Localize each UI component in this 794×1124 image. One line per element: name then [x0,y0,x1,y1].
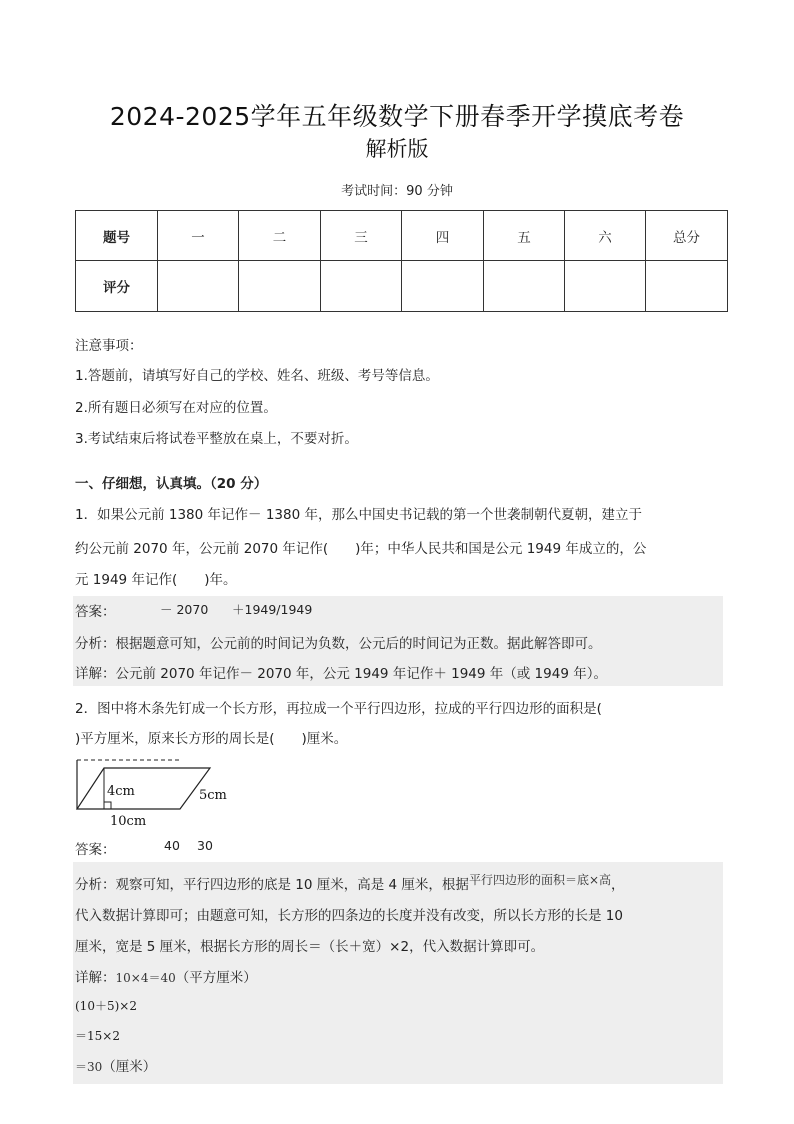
q1-answer-1: － 2070 [160,602,209,617]
q2-solution-unit: （厘米） [102,1059,157,1075]
q2-analysis-formula: 平行四边形的面积＝底×高 [468,873,611,887]
parallelogram-shape [77,768,210,809]
score-table-score-row [76,261,728,312]
score-input-cell[interactable] [565,261,646,312]
score-table-cell: 六 [565,211,646,261]
side-label: 5cm [199,788,227,803]
page-subtitle: 解析版 [365,137,429,161]
q2-analysis-text: 分析：观察可知，平行四边形的底是 10 厘米，高是 4 厘米，根据 [75,877,469,893]
notes-item: 1.答题前，请填写好自己的学校、姓名、班级、考号等信息。 [75,368,439,384]
exam-time: 考试时间：90 分钟 [341,184,453,199]
q2-solution-math: 10×4＝40 [115,971,176,985]
score-table-cell: 四 [402,211,484,261]
score-table-cell: 五 [484,211,565,261]
right-angle-mark [104,802,111,809]
question-1-line: 约公元前 2070 年，公元前 2070 年记作( )年；中华人民共和国是公元 1949 年成立的，公 [75,541,647,557]
q2-answer-label: 答案： [75,842,116,858]
q2-solution-line [75,1055,156,1075]
score-table-cell: 二 [239,211,321,261]
score-input-cell[interactable] [321,261,402,312]
base-label: 10cm [110,814,147,829]
question-1-line: 元 1949 年记作( )年。 [75,572,237,588]
section-heading: 一、仔细想，认真填。（20 分） [75,476,268,492]
notes-item: 2.所有题日必须写在对应的位置。 [75,400,277,416]
q2-analysis-line: 代入数据计算即可；由题意可知，长方形的四条边的长度并没有改变，所以长方形的长是 10 [75,908,623,924]
score-table [75,210,728,312]
score-table-cell: 一 [158,211,239,261]
score-input-cell[interactable] [484,261,565,312]
score-table-header-row [76,211,728,261]
q2-solution-unit: （平方厘米） [175,970,257,986]
score-input-cell[interactable] [402,261,484,312]
score-input-cell[interactable] [239,261,321,312]
score-table-cell: 三 [321,211,402,261]
score-table-cell: 评分 [76,261,158,312]
q2-analysis-comma: ， [611,877,625,893]
notes-item: 3.考试结束后将试卷平整放在桌上，不要对折。 [75,431,358,447]
parallelogram-figure [72,754,242,830]
q2-analysis-line: 厘米，宽是 5 厘米，根据长方形的周长＝（长＋宽）×2，代入数据计算即可。 [75,939,545,955]
score-table-cell: 总分 [646,211,728,261]
score-input-cell[interactable] [158,261,239,312]
question-1-line: 1．如果公元前 1380 年记作－ 1380 年，那么中国史书记载的第一个世袭制朝代夏朝，建立于 [75,507,642,523]
q1-answer-2: ＋1949/1949 [232,602,313,617]
q1-solution: 详解：公元前 2070 年记作－ 2070 年，公元 1949 年记作＋ 1949 年（或 1949 年）。 [75,666,607,682]
q2-analysis-line [75,873,625,893]
q2-solution-math: (10＋5)×2 [75,999,137,1013]
score-table-cell: 题号 [76,211,158,261]
q2-solution-math: ＝30 [75,1060,103,1074]
page-title: 2024-2025学年五年级数学下册春季开学摸底考卷 [109,102,685,131]
score-input-cell[interactable] [646,261,728,312]
q2-answer-2: 30 [197,838,213,853]
q1-answer-label: 答案： [75,604,116,620]
notes-heading: 注意事项： [75,338,143,354]
q2-answer-1: 40 [164,838,180,853]
q2-solution-math: ＝15×2 [75,1029,120,1043]
height-label: 4cm [107,784,135,799]
q2-solution-line [75,966,257,986]
q2-solution-label: 详解： [75,970,116,986]
question-2-line: 2．图中将木条先钉成一个长方形，再拉成一个平行四边形，拉成的平行四边形的面积是( [75,701,602,717]
question-2-line: )平方厘米，原来长方形的周长是( )厘米。 [75,731,348,747]
q1-analysis: 分析：根据题意可知，公元前的时间记为负数，公元后的时间记为正数。据此解答即可。 [75,636,602,652]
